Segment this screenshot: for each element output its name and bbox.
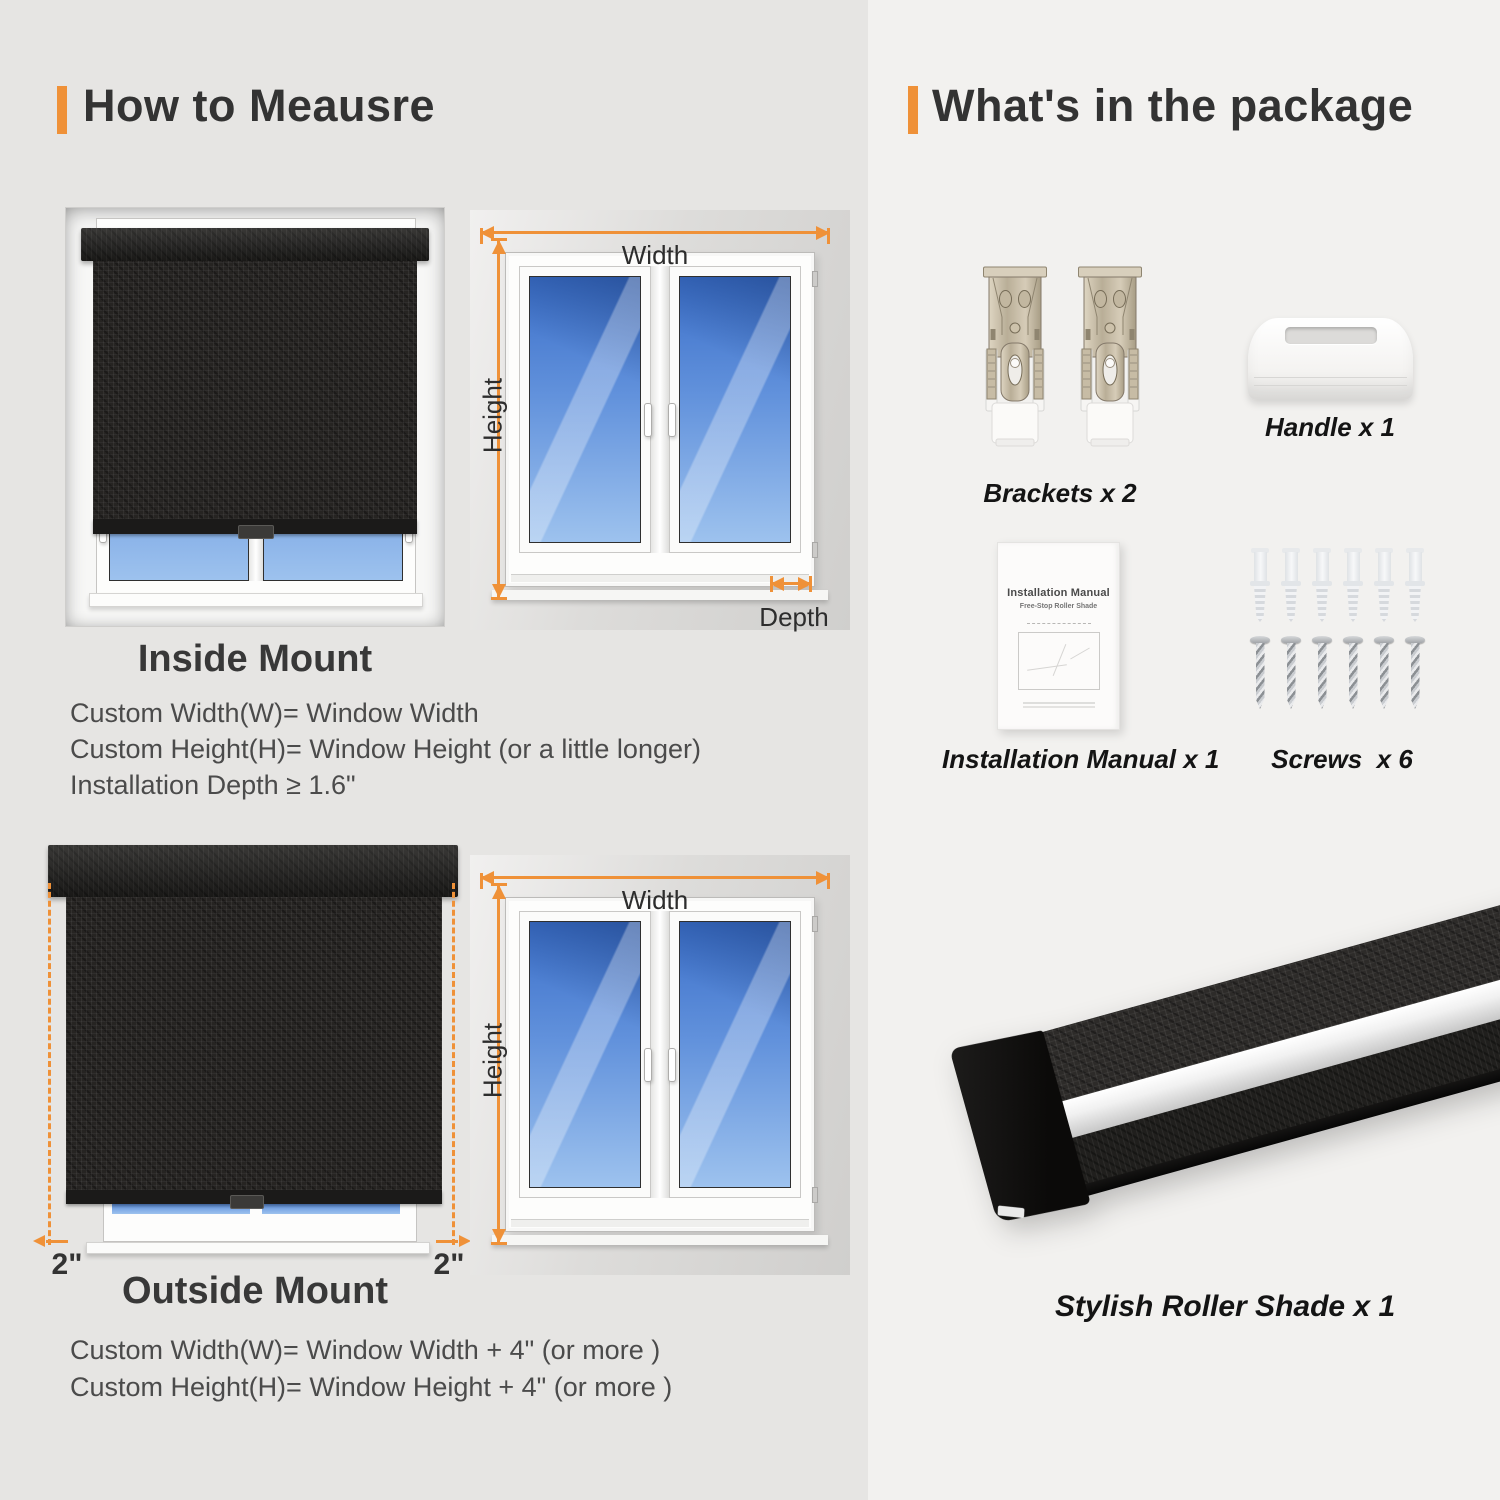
bracket-image [982,265,1048,450]
gap-arrow-left [46,1240,68,1243]
wall-anchor-image [1281,548,1301,624]
package-title: What's in the package [932,80,1414,131]
gap-dashed-line-left [48,883,51,1245]
handle-image [1248,318,1413,400]
measure-title: How to Meausre [83,80,436,131]
gap-arrow-right [436,1240,458,1243]
wall-anchor-image [1374,548,1394,624]
outside-mount-window-figure [470,855,850,1275]
window-glass-left [529,276,641,543]
window-glass-right [679,276,791,543]
window-sash-right [669,266,801,553]
outside-mount-line1: Custom Width(W)= Window Width + 4" (or more ) [70,1335,661,1365]
roller-shade-label: Stylish Roller Shade x 1 [1055,1290,1396,1323]
width-arrow [480,231,830,234]
depth-arrow [770,582,812,585]
screw-image [1405,636,1425,711]
inside-mount-line2: Custom Height(H)= Window Height (or a little longer) [70,734,701,764]
window-hinge-bottom [812,1187,818,1203]
manual-doc-title: Installation Manual [1007,587,1110,599]
wall-anchor-image [1343,548,1363,624]
handle-slot [1285,327,1377,344]
window-sill [511,1219,809,1227]
depth-label: Depth [759,602,829,632]
window-sill [86,1242,430,1254]
inside-mount-heading: Inside Mount [137,638,373,680]
width-label: Width [621,885,689,915]
window-frame [505,897,815,1232]
manual-doc-subtitle: Free-Stop Roller Shade [1019,603,1098,610]
manual-diagram [1018,632,1100,690]
roller-shade-image [959,884,1500,1219]
inside-mount-shade-figure [65,207,445,627]
accent-bar [57,86,67,134]
window-frame [505,252,815,587]
inside-mount-line1: Custom Width(W)= Window Width [70,698,479,728]
width-arrow [480,876,830,879]
window-sash-left [519,911,651,1198]
window-glass-left [529,921,641,1188]
manual-label: Installation Manual x 1 [942,744,1220,774]
window-hinge-bottom [812,542,818,558]
gap-dashed-line-right [452,883,455,1245]
window-sash-left [519,266,651,553]
gap-label-left: 2" [51,1248,83,1281]
screw-image [1250,636,1270,711]
bracket-image [1077,265,1143,450]
screw-image [1374,636,1394,711]
wall-anchors-row [1250,548,1425,624]
shade-fabric [93,261,417,519]
screw-image [1281,636,1301,711]
window-handle-right [668,403,676,437]
window-mullion [651,911,669,1198]
width-label: Width [621,240,689,270]
brackets-label: Brackets x 2 [983,478,1137,508]
window-sill [89,593,423,607]
window-handle-left [644,403,652,437]
window-outer-sill [492,1235,828,1245]
window-glass-right [679,921,791,1188]
wall-anchor-image [1312,548,1332,624]
window-outer-sill [492,590,828,600]
height-label: Height [477,377,508,454]
manual-image [997,542,1120,730]
outside-mount-line2: Custom Height(H)= Window Height + 4" (or more ) [70,1372,673,1402]
outside-mount-heading: Outside Mount [122,1270,388,1312]
screws-row [1250,636,1425,711]
inside-mount-line3: Installation Depth ≥ 1.6" [70,770,356,800]
accent-bar [908,86,918,134]
package-section [868,0,1500,1500]
height-label: Height [477,1022,508,1099]
screw-image [1312,636,1332,711]
shade-cassette [48,845,458,897]
screws-label: Screws x 6 [1271,744,1413,774]
shade-cassette [81,228,429,261]
window-handle-right [668,1048,676,1082]
shade-pull-tab [230,1195,264,1209]
inside-mount-window-figure [470,210,850,630]
window-mullion [651,266,669,553]
window-sash-right [669,911,801,1198]
wall-anchor-image [1250,548,1270,624]
window-handle-left [644,1048,652,1082]
handle-label: Handle x 1 [1264,412,1396,442]
window-sill [511,574,809,582]
gap-label-right: 2" [433,1248,465,1281]
shade-fabric [66,897,442,1190]
window-hinge-top [812,916,818,932]
shade-pull-tab [238,525,274,539]
screw-image [1343,636,1363,711]
wall-anchor-image [1405,548,1425,624]
window-hinge-top [812,271,818,287]
